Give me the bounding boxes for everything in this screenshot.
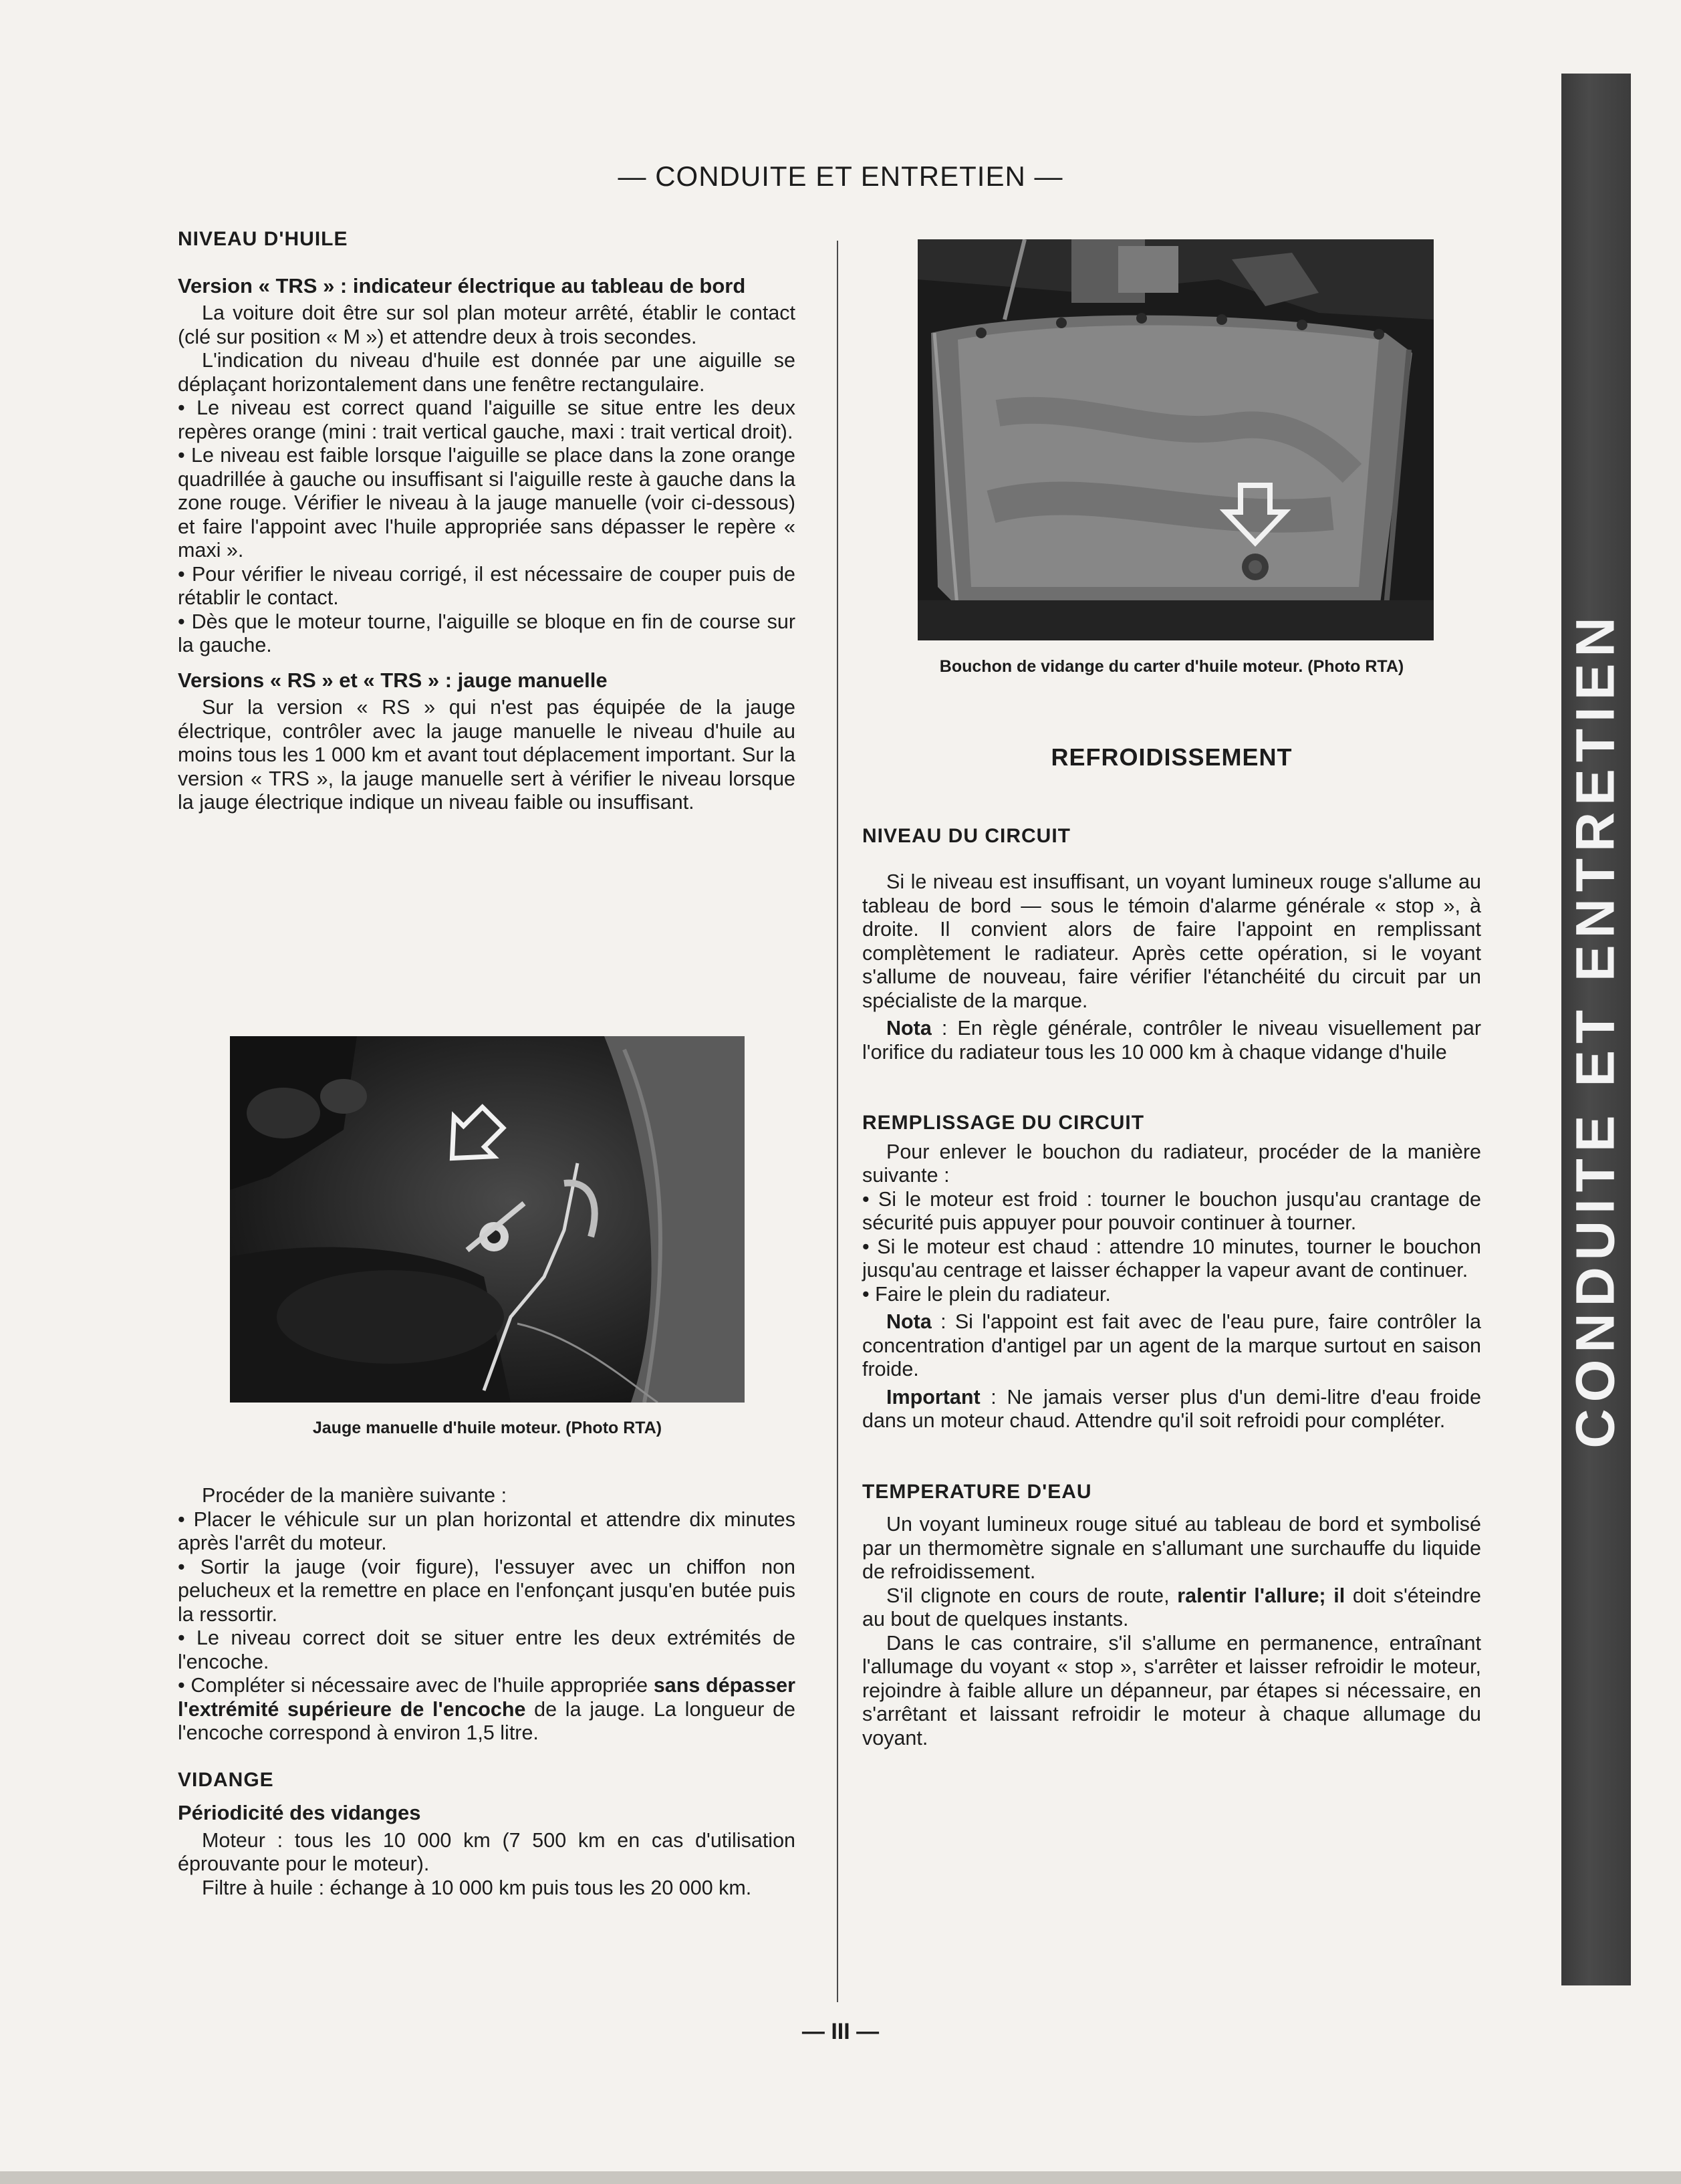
photo-caption-drain-plug: Bouchon de vidange du carter d'huile moteur. (Photo RTA) <box>939 657 1404 676</box>
side-band-label: CONDUITE ET ENTRETIEN <box>1565 610 1627 1449</box>
heading-vidange: VIDANGE <box>178 1768 274 1791</box>
paragraph: S'il clignote en cours de route, ralentir l'allure; il doit s'éteindre au bout de quelques instants. <box>862 1584 1481 1630</box>
bullet-item: • Faire le plein du radiateur. <box>862 1282 1111 1306</box>
scan-edge <box>0 2171 1681 2184</box>
paragraph: Sur la version « RS » qui n'est pas équipée de la jauge électrique, contrôler avec la jauge manuelle le niveau d'huile au moins tous les 1 000 km et avant tout déplacement important. Sur la version « TRS », la jauge manuelle sert à vérifier le niveau lorsque la jauge électrique indique un niveau faible ou insuffisant. <box>178 696 795 814</box>
heading-niveau-huile: NIVEAU D'HUILE <box>178 228 348 250</box>
heading-temperature: TEMPERATURE D'EAU <box>862 1480 1092 1503</box>
paragraph: Moteur : tous les 10 000 km (7 500 km en cas d'utilisation éprouvante pour le moteur). <box>178 1828 795 1875</box>
heading-version-trs: Version « TRS » : indicateur électrique au tableau de bord <box>178 273 746 297</box>
bullet-item: • Si le moteur est chaud : attendre 10 minutes, tourner le bouchon jusqu'au centrage et laisser échapper la vapeur avant de continuer. <box>862 1235 1481 1282</box>
paragraph: Pour enlever le bouchon du radiateur, procéder de la manière suivante : <box>862 1140 1481 1187</box>
photo-dipstick <box>230 1036 745 1403</box>
photo-caption-dipstick: Jauge manuelle d'huile moteur. (Photo RTA) <box>312 1419 662 1437</box>
left-column-top <box>178 227 795 815</box>
right-column <box>862 745 1481 1750</box>
heading-remplissage: REMPLISSAGE DU CIRCUIT <box>862 1112 1145 1134</box>
photo-drain-plug <box>918 239 1434 640</box>
paragraph: Un voyant lumineux rouge situé au tableau de bord et symbolisé par un thermomètre signale en s'allumant une surchauffe du liquide de refroidissement. <box>862 1513 1481 1583</box>
side-band-label-wrap <box>1561 74 1631 1985</box>
page-number: — III — <box>801 2019 880 2044</box>
paragraph: Dans le cas contraire, s'il s'allume en permanence, entraînant l'allumage du voyant « stop », s'arrêter et laisser refroidir le moteur, rejoindre à faible allure un dépanneur, par étapes si nécessaire, en s'arrêtant et laissant refroidir le moteur à chaque allumage du voyant. <box>862 1631 1481 1749</box>
paragraph: Procéder de la manière suivante : <box>202 1484 507 1507</box>
left-column-bottom <box>178 1484 795 1900</box>
paragraph: Nota : En règle générale, contrôler le niveau visuellement par l'orifice du radiateur tous les 10 000 km à chaque vidange d'huile <box>862 1017 1481 1064</box>
bullet-item: • Le niveau est correct quand l'aiguille se situe entre les deux repères orange (mini : trait vertical gauche, maxi : trait vertical droit). <box>178 396 795 443</box>
heading-periodicite: Périodicité des vidanges <box>178 1801 421 1824</box>
bullet-item: • Dès que le moteur tourne, l'aiguille se bloque en fin de course sur la gauche. <box>178 610 795 656</box>
paragraph: Important : Ne jamais verser plus d'un demi-litre d'eau froide dans un moteur chaud. Attendre qu'il soit refroidi pour compléter. <box>862 1385 1481 1432</box>
bullet-item: • Le niveau est faible lorsque l'aiguille se place dans la zone orange quadrillée à gauche ou insuffisant si l'aiguille reste à gauche dans la zone rouge. Vérifier le niveau à la jauge manuelle (voir ci-dessous) et faire l'appoint avec l'huile appropriée sans dépasser le repère « maxi ». <box>178 444 795 562</box>
bullet-item: • Pour vérifier le niveau corrigé, il est nécessaire de couper puis de rétablir le contact. <box>178 562 795 609</box>
bullet-item: • Sortir la jauge (voir figure), l'essuyer avec un chiffon non pelucheux et la remettre en place en l'enfonçant jusqu'en butée puis la ressortir. <box>178 1555 795 1626</box>
bullet-item: • Compléter si nécessaire avec de l'huile appropriée sans dépasser l'extrémité supérieure de l'encoche de la jauge. La longueur de l'encoche correspond à environ 1,5 litre. <box>178 1674 796 1744</box>
page-title: — CONDUITE ET ENTRETIEN — <box>618 160 1063 192</box>
column-divider <box>837 241 838 2002</box>
bullet-item: • Si le moteur est froid : tourner le bouchon jusqu'au crantage de sécurité puis appuyer pour pouvoir continuer à tourner. <box>862 1187 1481 1234</box>
heading-versions-rs-trs: Versions « RS » et « TRS » : jauge manuelle <box>178 668 608 692</box>
paragraph: Filtre à huile : échange à 10 000 km puis tous les 20 000 km. <box>202 1876 752 1899</box>
bullet-item: • Placer le véhicule sur un plan horizontal et attendre dix minutes après l'arrêt du moteur. <box>178 1507 795 1554</box>
heading-niveau-circuit: NIVEAU DU CIRCUIT <box>862 824 1071 847</box>
paragraph: Nota : Si l'appoint est fait avec de l'eau pure, faire contrôler la concentration d'antigel par un agent de la marque surtout en saison froide. <box>862 1310 1481 1380</box>
paragraph: La voiture doit être sur sol plan moteur arrêté, établir le contact (clé sur position « M ») et attendre deux à trois secondes. <box>178 301 795 348</box>
paragraph: L'indication du niveau d'huile est donnée par une aiguille se déplaçant horizontalement dans une fenêtre rectangulaire. <box>178 349 795 396</box>
heading-refroidissement: REFROIDISSEMENT <box>1051 743 1293 771</box>
bullet-item: • Le niveau correct doit se situer entre les deux extrémités de l'encoche. <box>178 1626 795 1673</box>
paragraph: Si le niveau est insuffisant, un voyant lumineux rouge s'allume au tableau de bord — sous le témoin d'alarme générale « stop », à droite. Il convient alors de faire l'appoint en remplissant complètement le radiateur. Après cette opération, si le voyant s'allume de nouveau, faire vérifier l'étanchéité du circuit par un spécialiste de la marque. <box>862 870 1481 1012</box>
